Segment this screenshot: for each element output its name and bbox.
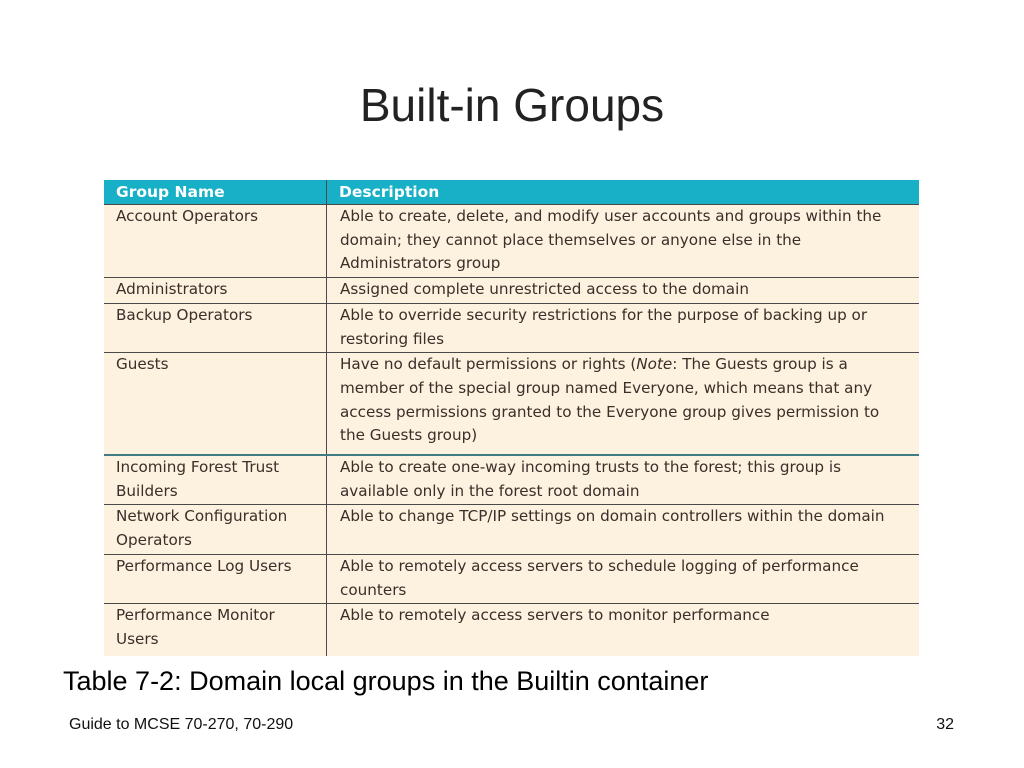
group-name-cell: Account Operators: [104, 205, 327, 278]
column-header-description: Description: [327, 180, 920, 205]
description-cell: Assigned complete unrestricted access to the domain: [327, 278, 920, 304]
group-name-cell: Performance Monitor Users: [104, 604, 327, 656]
group-name-cell: Incoming Forest Trust Builders: [104, 455, 327, 505]
table-row: [104, 303, 919, 352]
table-header-row: [104, 180, 919, 205]
note-label: Note: [636, 355, 673, 374]
table-row: [104, 554, 919, 603]
table-row: [104, 455, 919, 505]
page-number: 32: [936, 716, 954, 733]
table-caption: Table 7-2: Domain local groups in the Builtin container: [63, 666, 709, 696]
table-row: [104, 505, 919, 554]
groups-table-container: [104, 180, 919, 656]
table-row: [104, 278, 919, 304]
group-name-cell: Backup Operators: [104, 303, 327, 352]
groups-table: [104, 180, 919, 656]
description-text: : The Guests group is a member of the special group named Everyone, which means that any access permissions granted to the Everyone group gives permission to the Guests group): [340, 355, 880, 445]
description-cell: Able to change TCP/IP settings on domain controllers within the domain: [327, 505, 920, 554]
group-name-cell: Guests: [104, 353, 327, 455]
column-header-group-name: Group Name: [104, 180, 327, 205]
slide-title: Built-in Groups: [359, 79, 665, 131]
description-cell: Able to create one-way incoming trusts to the forest; this group is available only in the forest root domain: [327, 455, 920, 505]
description-cell: Able to create, delete, and modify user accounts and groups within the domain; they cannot place themselves or anyone else in the Administrators group: [327, 205, 920, 278]
description-cell: Able to override security restrictions for the purpose of backing up or restoring files: [327, 303, 920, 352]
description-text: Have no default permissions or rights (: [340, 355, 637, 374]
table-row: [104, 205, 919, 278]
group-name-cell: Administrators: [104, 278, 327, 304]
description-cell: [327, 353, 920, 455]
footer-text: Guide to MCSE 70-270, 70-290: [69, 716, 294, 733]
table-row: [104, 353, 919, 455]
table-row: [104, 604, 919, 656]
description-cell: Able to remotely access servers to monitor performance: [327, 604, 920, 656]
group-name-cell: Performance Log Users: [104, 554, 327, 603]
description-cell: Able to remotely access servers to schedule logging of performance counters: [327, 554, 920, 603]
group-name-cell: Network Configuration Operators: [104, 505, 327, 554]
